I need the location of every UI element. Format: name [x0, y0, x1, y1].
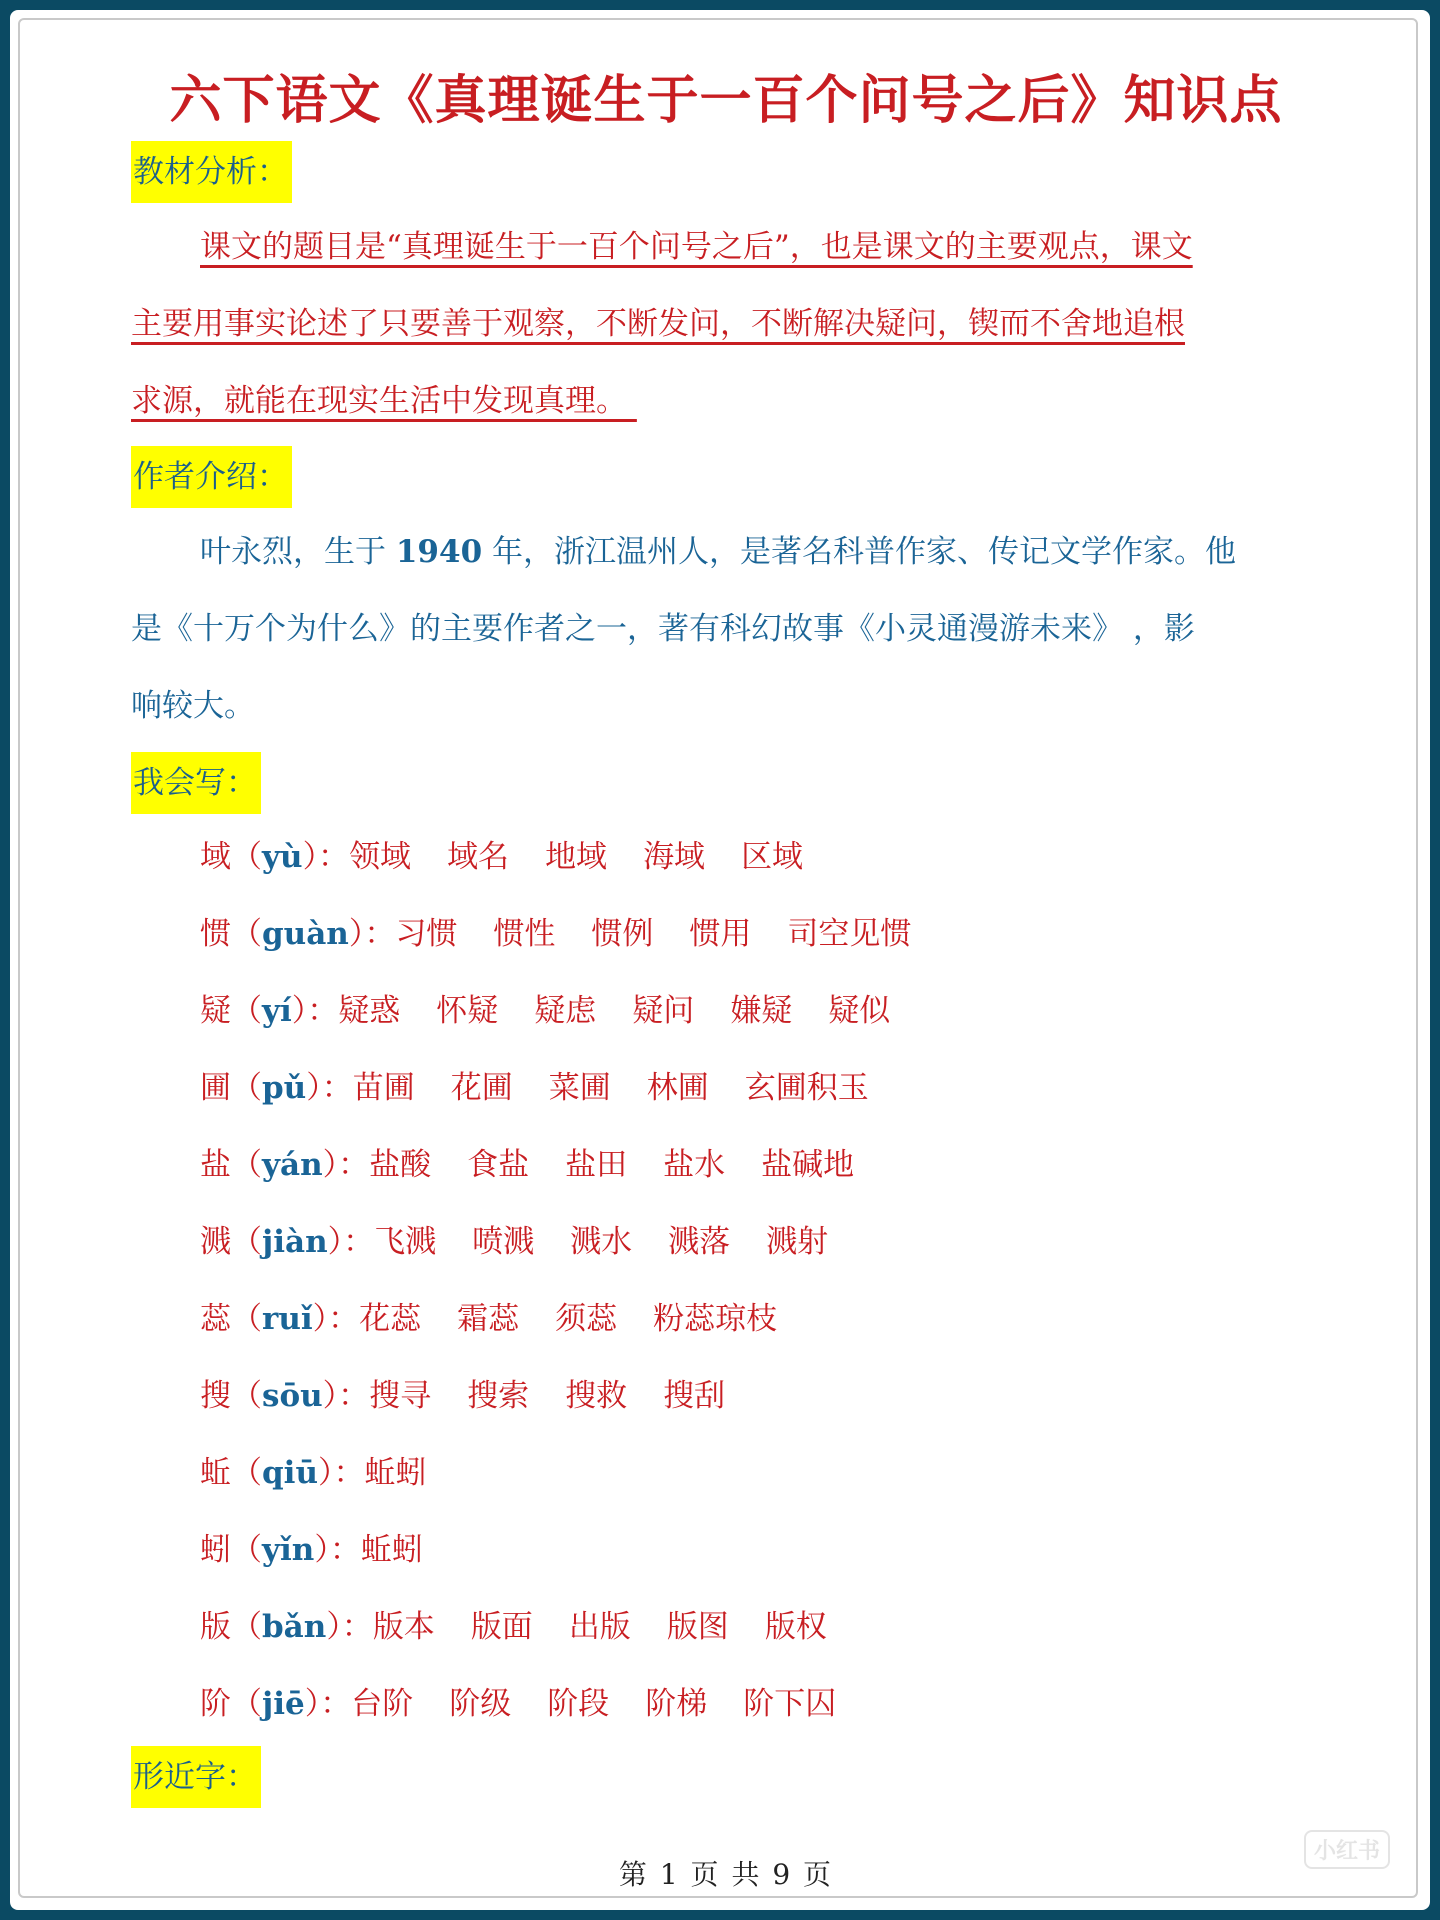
paren-close: ）：: [314, 1532, 361, 1568]
document-frame: [10, 10, 1430, 1910]
vocab-char: 惯: [200, 916, 231, 952]
vocab-word: 习惯: [395, 916, 458, 952]
vocab-pinyin: yán: [262, 1147, 323, 1183]
vocab-word: 地域: [545, 839, 608, 875]
vocab-pinyin: ruǐ: [262, 1301, 313, 1337]
vocab-word: 阶级: [449, 1686, 512, 1722]
vocab-word: 苗圃: [352, 1070, 415, 1106]
heading-author: 作者介绍：: [131, 446, 292, 508]
vocab-char: 盐: [200, 1147, 231, 1183]
author-line-1: [200, 534, 1236, 571]
paren-close: ）：: [291, 993, 339, 1029]
vocab-word: 区域: [741, 839, 804, 875]
vocab-word: 阶段: [547, 1686, 610, 1722]
paren-open: （: [231, 1609, 262, 1645]
vocab-pinyin: qiū: [262, 1455, 318, 1491]
paren-close: ）：: [322, 1147, 370, 1183]
vocab-pinyin: yí: [262, 993, 292, 1029]
paren-open: （: [231, 1224, 262, 1260]
vocab-row: [200, 1301, 813, 1338]
paren-open: （: [231, 1147, 262, 1183]
vocab-word: 域名: [447, 839, 510, 875]
paren-open: （: [231, 916, 262, 952]
vocab-row: [200, 1070, 905, 1107]
vocab-row: [200, 1532, 459, 1569]
vocab-word: 菜圃: [548, 1070, 611, 1106]
paren-close: ）：: [304, 1686, 352, 1722]
vocab-word: 盐田: [565, 1147, 628, 1183]
analysis-line-2: 主要用事实论述了只要善于观察，不断发问，不断解决疑问，锲而不舍地追根: [131, 306, 1185, 342]
vocab-word: 疑似: [828, 993, 891, 1029]
vocab-word: 玄圃积玉: [744, 1070, 869, 1106]
analysis-line-3-text: 求源，就能在现实生活中发现真理。: [131, 383, 627, 419]
vocab-word: 飞溅: [374, 1224, 437, 1260]
vocab-char: 蚓: [200, 1532, 231, 1568]
page-footer: 第 1 页 共 9 页: [618, 1858, 834, 1891]
vocab-char: 域: [200, 839, 231, 875]
vocab-word: 蚯蚓: [364, 1455, 427, 1491]
vocab-word: 领域: [349, 839, 412, 875]
paren-open: （: [231, 839, 262, 875]
paren-close: ）：: [302, 839, 350, 875]
vocab-pinyin: guàn: [262, 916, 349, 952]
vocab-word: 版图: [666, 1609, 729, 1645]
author-birth-year: 1940: [395, 534, 483, 570]
vocab-char: 版: [200, 1609, 231, 1645]
author-line-1-b: 年，浙江温州人，是著名科普作家、传记文学作家。他: [482, 534, 1236, 570]
paren-close: ）：: [322, 1378, 370, 1414]
paren-close: ）：: [326, 1609, 373, 1645]
vocab-word: 出版: [568, 1609, 631, 1645]
page-title: 六下语文《真理诞生于一百个问号之后》知识点: [169, 70, 1283, 131]
vocab-word: 溅落: [668, 1224, 731, 1260]
vocab-words: [351, 1686, 872, 1722]
vocab-char: 蕊: [200, 1301, 231, 1337]
paren-close: ）：: [312, 1301, 360, 1337]
heading-similar: 形近字：: [131, 1746, 261, 1808]
vocab-word: 惯性: [493, 916, 556, 952]
vocab-char: 溅: [200, 1224, 231, 1260]
vocab-row: [200, 916, 947, 953]
vocab-word: 盐酸: [369, 1147, 432, 1183]
vocab-word: 搜刮: [663, 1378, 726, 1414]
vocab-word: 海域: [643, 839, 706, 875]
vocab-row: [200, 1686, 872, 1723]
vocab-word: 花圃: [450, 1070, 513, 1106]
vocab-pinyin: jiàn: [262, 1224, 328, 1260]
vocab-char: 疑: [200, 993, 231, 1029]
author-line-2: 是《十万个为什么》的主要作者之一，著有科幻故事《小灵通漫游未来》 ，影: [131, 611, 1195, 647]
vocab-word: 搜索: [467, 1378, 530, 1414]
vocab-words: [349, 839, 839, 875]
vocab-words: [365, 1455, 463, 1491]
vocab-word: 盐碱地: [761, 1147, 855, 1183]
vocab-word: 搜救: [565, 1378, 628, 1414]
vocab-word: 嫌疑: [730, 993, 793, 1029]
vocab-row: [200, 1609, 863, 1646]
analysis-line-3: [131, 383, 637, 420]
vocab-row: [200, 839, 839, 876]
paren-open: （: [231, 1378, 262, 1414]
vocab-pinyin: yǐn: [262, 1532, 315, 1568]
vocab-words: [338, 993, 926, 1029]
vocab-word: 喷溅: [472, 1224, 535, 1260]
heading-writing: 我会写：: [131, 752, 261, 814]
vocab-row: [200, 1455, 463, 1492]
author-line-1-a: 叶永烈，生于: [200, 534, 396, 570]
vocab-word: 阶梯: [645, 1686, 708, 1722]
vocab-word: 食盐: [467, 1147, 530, 1183]
vocab-word: 版本: [372, 1609, 435, 1645]
vocab-words: [353, 1070, 905, 1106]
vocab-word: 台阶: [351, 1686, 414, 1722]
vocab-words: [374, 1224, 864, 1260]
vocab-word: 惯例: [591, 916, 654, 952]
analysis-line-1: 课文的题目是“真理诞生于一百个问号之后”，也是课文的主要观点，课文: [200, 229, 1193, 265]
vocab-words: [359, 1301, 813, 1337]
vocab-word: 司空见惯: [787, 916, 912, 952]
vocab-word: 林圃: [646, 1070, 709, 1106]
vocab-pinyin: pǔ: [262, 1070, 307, 1106]
paren-open: （: [231, 1070, 262, 1106]
vocab-row: [200, 1147, 890, 1184]
vocab-word: 惯用: [689, 916, 752, 952]
vocab-word: 版权: [764, 1609, 827, 1645]
vocab-char: 阶: [200, 1686, 231, 1722]
paren-open: （: [231, 993, 262, 1029]
vocab-word: 疑惑: [338, 993, 401, 1029]
vocab-word: 须蕊: [555, 1301, 618, 1337]
vocab-word: 溅水: [570, 1224, 633, 1260]
paren-close: ）：: [318, 1455, 365, 1491]
vocab-words: [361, 1532, 459, 1568]
vocab-row: [200, 1224, 864, 1261]
vocab-word: 花蕊: [359, 1301, 422, 1337]
watermark: [1304, 1830, 1390, 1879]
vocab-word: 粉蕊琼枝: [653, 1301, 778, 1337]
vocab-word: 霜蕊: [457, 1301, 520, 1337]
vocab-word: 疑虑: [534, 993, 597, 1029]
vocab-pinyin: yù: [262, 839, 303, 875]
vocab-word: 溅射: [766, 1224, 829, 1260]
paren-close: ）：: [348, 916, 396, 952]
paren-close: ）：: [306, 1070, 353, 1106]
paren-close: ）：: [327, 1224, 375, 1260]
vocab-word: 阶下囚: [743, 1686, 837, 1722]
vocab-pinyin: jiē: [262, 1686, 305, 1722]
paren-open: （: [231, 1686, 262, 1722]
vocab-word: 盐水: [663, 1147, 726, 1183]
heading-analysis: 教材分析：: [131, 141, 292, 203]
paren-open: （: [231, 1532, 262, 1568]
watermark-logo: 小红书: [1304, 1830, 1390, 1869]
vocab-words: [369, 1378, 761, 1414]
paren-open: （: [231, 1301, 262, 1337]
vocab-pinyin: bǎn: [262, 1609, 327, 1645]
author-line-3: 响较大。: [131, 688, 255, 724]
vocab-word: 疑问: [632, 993, 695, 1029]
paren-open: （: [231, 1455, 262, 1491]
vocab-char: 搜: [200, 1378, 231, 1414]
vocab-words: [369, 1147, 890, 1183]
vocab-word: 蚯蚓: [360, 1532, 423, 1568]
vocab-row: [200, 1378, 761, 1415]
vocab-char: 蚯: [200, 1455, 231, 1491]
vocab-word: 搜寻: [369, 1378, 432, 1414]
vocab-word: 怀疑: [436, 993, 499, 1029]
vocab-word: 版面: [470, 1609, 533, 1645]
vocab-words: [395, 916, 947, 952]
vocab-pinyin: sōu: [262, 1378, 323, 1414]
vocab-words: [373, 1609, 863, 1645]
vocab-char: 圃: [200, 1070, 231, 1106]
vocab-row: [200, 993, 926, 1030]
